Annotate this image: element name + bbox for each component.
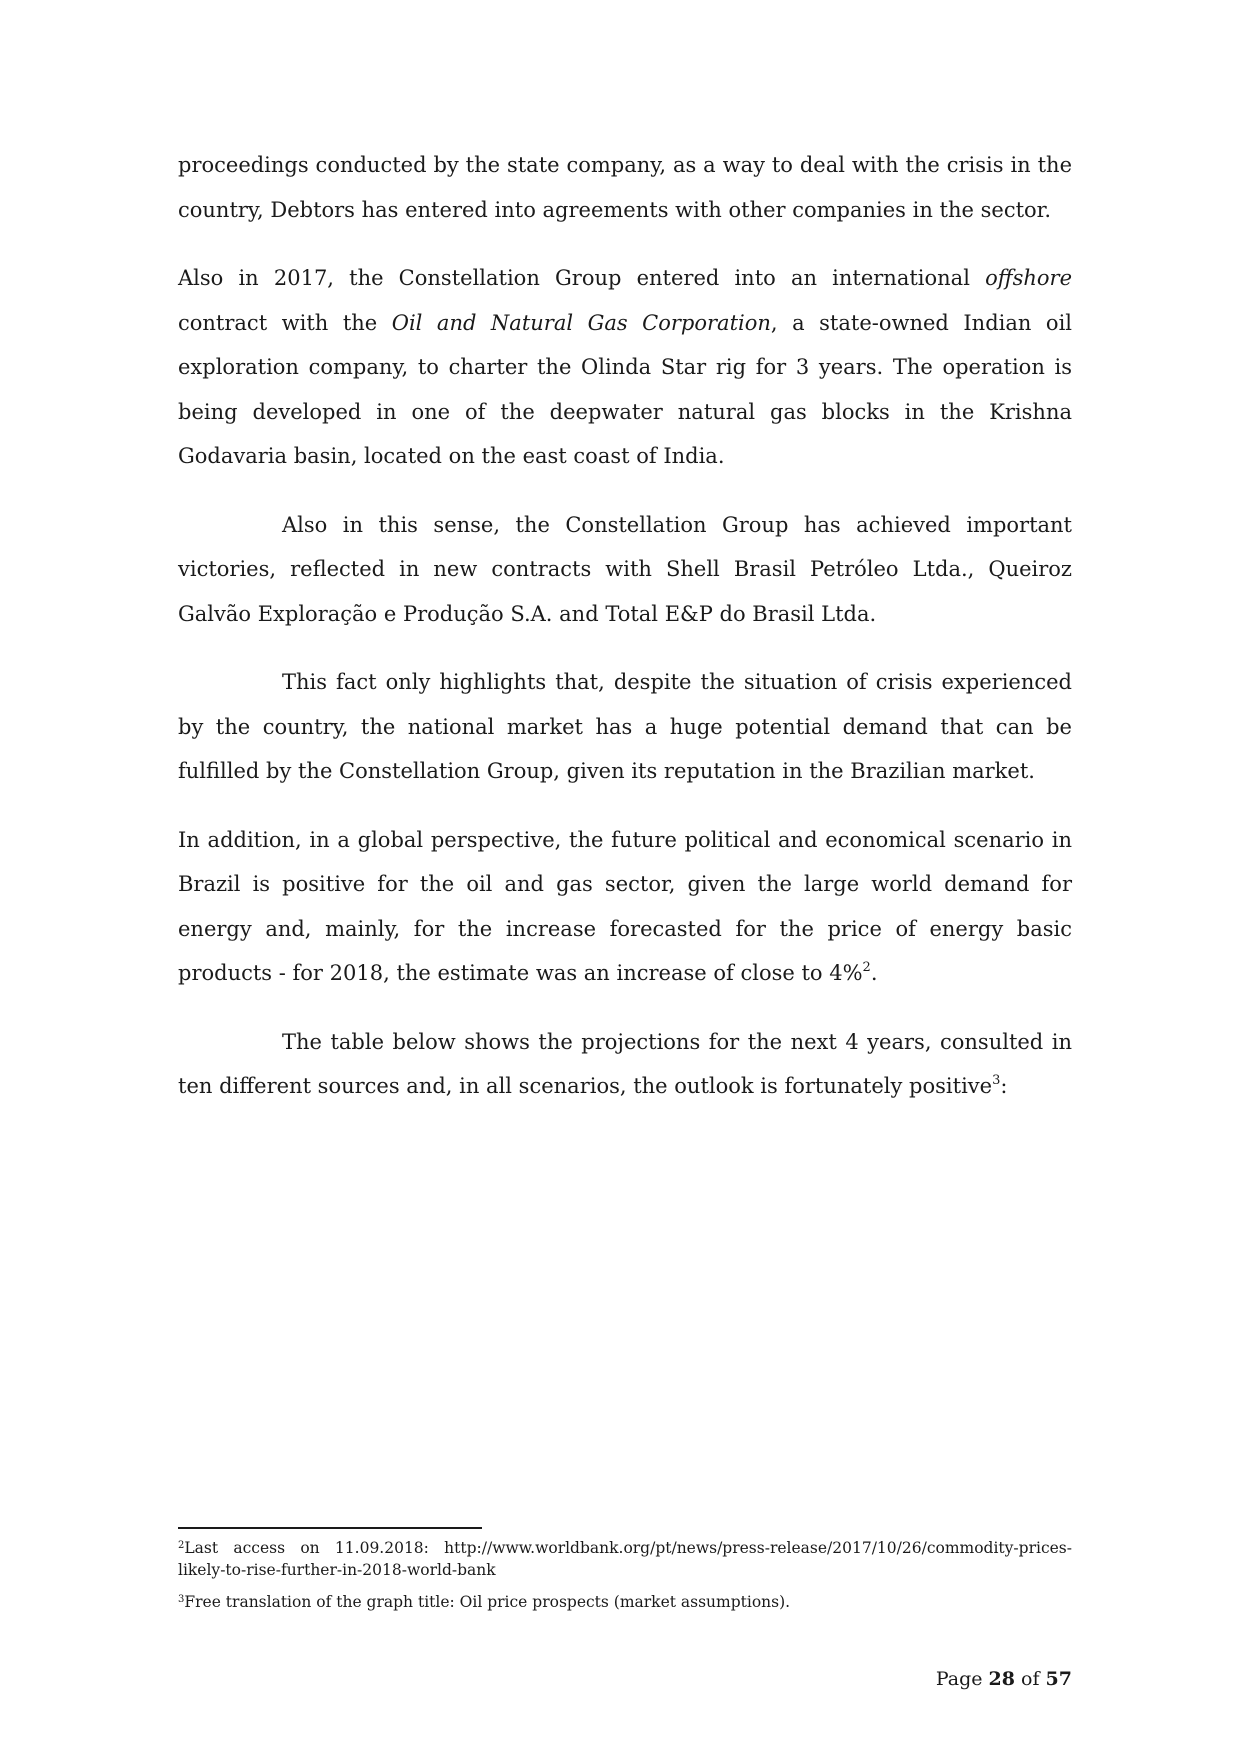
footnote-2-mark: 2: [178, 1540, 185, 1551]
page-number-total: 57: [1045, 1668, 1072, 1690]
footnote-3-mark: 3: [178, 1594, 185, 1605]
paragraph-1: [178, 143, 1072, 232]
paragraph-2: [178, 256, 1072, 479]
paragraph-2-italic-company: Oil and Natural Gas Corporation: [391, 310, 771, 335]
body-text: [178, 143, 1072, 1133]
footnote-divider: [178, 1527, 482, 1529]
page-number-prefix: Page: [935, 1668, 989, 1690]
paragraph-5-end: .: [870, 961, 878, 985]
paragraph-3: [178, 503, 1072, 637]
paragraph-2-text-c: , a state-owned Indian oil exploration company, to charter the Olinda Star rig for 3 years. The operation is being developed in one of the deepwater natural gas blocks in the Krishna Godavaria basin, located on the east coast of India.: [178, 310, 1073, 468]
page-number: [936, 1668, 1072, 1690]
paragraph-1-text: proceedings conducted by the state company, as a way to deal with the crisis in the country, Debtors has entered into agreements with other companies in the sector.: [178, 153, 1072, 222]
footnote-2: [178, 1537, 1072, 1581]
page-number-current: 28: [988, 1668, 1015, 1690]
paragraph-4: [178, 660, 1072, 794]
paragraph-3-text: Also in this sense, the Constellation Group has achieved important victories, reflected in new contracts with Shell Brasil Petróleo Ltda., Queiroz Galvão Exploração e Produção S.A. and Total E&P do Brasil Ltda.: [178, 512, 1072, 626]
footnote-3-text: Free translation of the graph title: Oil price prospects (market assumptions).: [184, 1593, 791, 1611]
footnote-3: [178, 1591, 1072, 1613]
paragraph-4-text: This fact only highlights that, despite the situation of crisis experienced by the country, the national market has a huge potential demand that can be fulfilled by the Constellation Group, given its reputation in the Brazilian market.: [178, 670, 1072, 783]
paragraph-2-italic-offshore: offshore: [985, 266, 1072, 290]
paragraph-5: [178, 818, 1072, 996]
paragraph-2-text-a: Also in 2017, the Constellation Group entered into an international: [178, 266, 986, 290]
footnote-2-text: Last access on 11.09.2018: http://www.worldbank.org/pt/news/press-release/2017/10/26/commodity-prices-likely-to-rise-further-in-2018-world-bank: [178, 1539, 1072, 1579]
page-number-separator: of: [1014, 1668, 1046, 1690]
footnote-ref-3[interactable]: 3: [992, 1073, 1001, 1088]
footnotes: [178, 1537, 1072, 1623]
paragraph-6-text: The table below shows the projections for the next 4 years, consulted in ten different sources and, in all scenarios, the outlook is fortunately positive: [178, 1029, 1072, 1098]
paragraph-2-text-b: contract with the: [178, 310, 392, 335]
paragraph-5-text: In addition, in a global perspective, the future political and economical scenario in Brazil is positive for the oil and gas sector, given the large world demand for energy and, mainly, for the increase forecasted for the price of energy basic products - for 2018, the estimate was an increase of close to 4%: [178, 827, 1072, 985]
paragraph-6: [178, 1020, 1072, 1109]
paragraph-6-end: :: [1000, 1074, 1008, 1098]
footnote-ref-2[interactable]: 2: [862, 960, 871, 975]
